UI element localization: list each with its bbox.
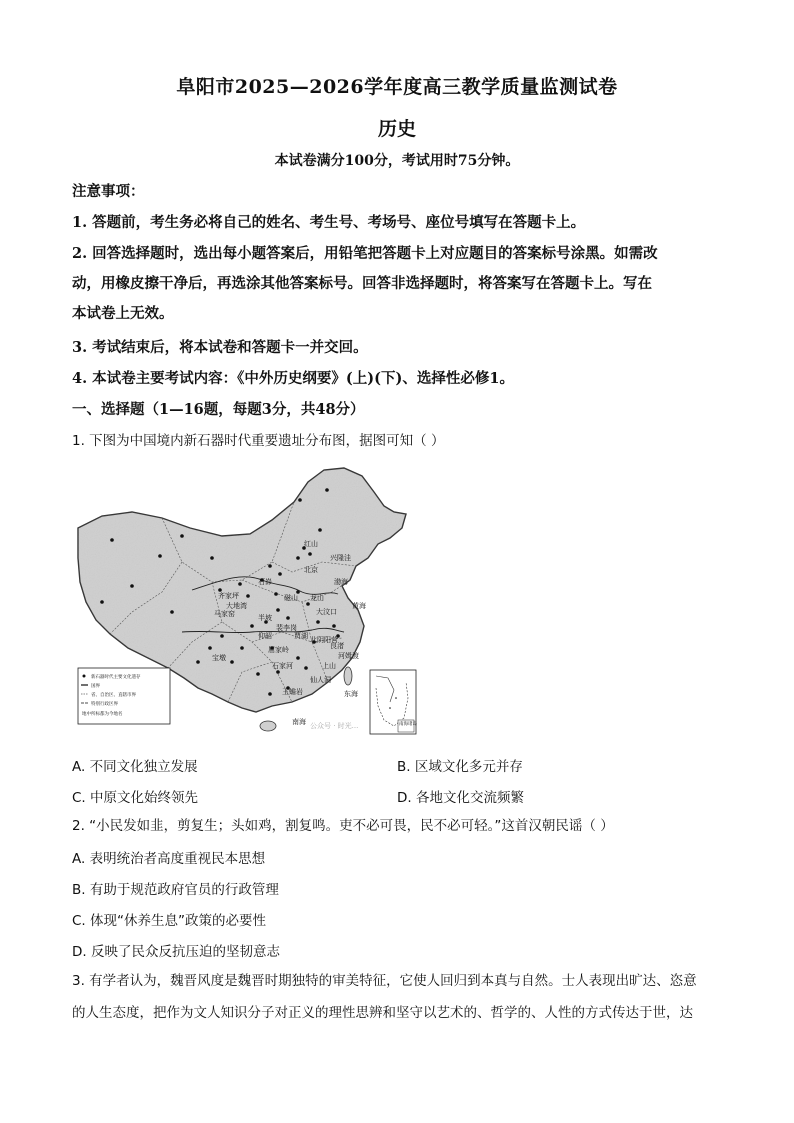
legend-item: 新石器时代主要文化遗存 — [91, 675, 141, 680]
map-label: 兴隆洼 — [330, 554, 351, 562]
question-2-option-d[interactable]: D. 反映了民众反抗压迫的坚韧意志 — [72, 944, 280, 960]
map-label: 宝墩 — [212, 654, 226, 662]
map-label: 屈家岭 — [268, 646, 289, 654]
question-2-option-b[interactable]: B. 有助于规范政府官员的行政管理 — [72, 882, 279, 898]
legend-item: 地中所标都为今地名 — [82, 712, 123, 717]
watermark: 公众号 · 时光... — [310, 722, 359, 730]
map-label: 渤海 — [334, 578, 348, 586]
question-2-option-c[interactable]: C. 体现“休养生息”政策的必要性 — [72, 913, 266, 929]
question-2-stem: 2. “小民发如韭，剪复生；头如鸡，割复鸣。吏不必可畏，民不必可轻。”这首汉朝民谣（ ） — [72, 818, 614, 834]
map-label: 磁山 — [284, 594, 298, 602]
map-label: 红山 — [304, 540, 318, 548]
map-label: 河姆渡 — [338, 652, 359, 660]
legend-item: 省、自治区、直辖市界 — [91, 693, 136, 698]
map-label: 贾湖 — [294, 632, 308, 640]
question-1-option-a[interactable]: A. 不同文化独立发展 — [72, 759, 198, 775]
question-2-option-a[interactable]: A. 表明统治者高度重视民本思想 — [72, 851, 266, 867]
map-label: 上山 — [322, 662, 336, 670]
question-3-stem-line: 的人生态度，把作为文人知识分子对正义的理性思辨和坚守以艺术的、哲学的、人性的方式传达于世，达 — [72, 1005, 693, 1021]
map-label: 仰韶 — [258, 632, 272, 640]
neolithic-sites-map — [72, 462, 422, 740]
question-1-option-b[interactable]: B. 区域文化多元并存 — [397, 759, 523, 775]
legend-item: 特别行政区界 — [91, 702, 118, 707]
notice-item: 4. 本试卷主要考试内容：《中外历史纲要》(上)(下)、选择性必修1。 — [72, 370, 514, 387]
map-label: 裴李岗 — [276, 624, 297, 632]
map-label: 北阴阳营 — [310, 636, 338, 644]
map-label: 大汶口 — [316, 608, 337, 616]
map-label: 玉蟾岩 — [282, 688, 303, 696]
south-china-sea-inset — [370, 670, 417, 734]
map-label: 石峁 — [258, 578, 272, 586]
inset-label: 南海诸岛 — [399, 722, 417, 727]
legend-item: 国界 — [91, 684, 100, 689]
notice-heading: 注意事项： — [72, 183, 145, 200]
map-label: 良渚 — [330, 642, 344, 650]
exam-title: 阜阳市2025—2026学年度高三教学质量监测试卷 — [176, 76, 618, 98]
notice-item: 2. 回答选择题时，选出每小题答案后，用铅笔把答题卡上对应题目的答案标号涂黑。如需改 — [72, 245, 658, 262]
exam-note: 本试卷满分100分，考试用时75分钟。 — [274, 153, 520, 169]
map-label: 大地湾 — [226, 602, 247, 610]
map-legend — [78, 668, 170, 724]
map-label: 半坡 — [258, 614, 272, 622]
notice-item: 3. 考试结束后，将本试卷和答题卡一并交回。 — [72, 339, 368, 356]
question-1-option-d[interactable]: D. 各地文化交流频繁 — [397, 790, 524, 806]
subject-title: 历史 — [377, 118, 416, 140]
map-label: 东海 — [344, 690, 358, 698]
notice-item: 1. 答题前，考生务必将自己的姓名、考生号、考场号、座位号填写在答题卡上。 — [72, 214, 586, 231]
map-label: 马家窑 — [214, 610, 235, 618]
section-heading: 一、选择题（1—16题，每题3分，共48分） — [72, 401, 365, 418]
question-1-option-c[interactable]: C. 中原文化始终领先 — [72, 790, 199, 806]
question-3-stem-line: 3. 有学者认为，魏晋风度是魏晋时期独特的审美特征，它使人回归到本真与自然。士人表现出旷达、恣意 — [72, 973, 697, 989]
map-label: 龙山 — [310, 594, 324, 602]
map-label: 黄海 — [352, 602, 366, 610]
map-label: 南海 — [292, 718, 306, 726]
map-label: 齐家坪 — [218, 592, 239, 600]
map-label: 北京 — [304, 566, 318, 574]
notice-item: 本试卷上无效。 — [72, 305, 174, 322]
map-label: 石家河 — [272, 662, 293, 670]
notice-item: 动，用橡皮擦干净后，再选涂其他答案标号。回答非选择题时，将答案写在答题卡上。写在 — [72, 275, 652, 292]
question-1-stem: 1. 下图为中国境内新石器时代重要遗址分布图，据图可知（ ） — [72, 433, 445, 449]
map-label: 仙人洞 — [310, 676, 331, 684]
